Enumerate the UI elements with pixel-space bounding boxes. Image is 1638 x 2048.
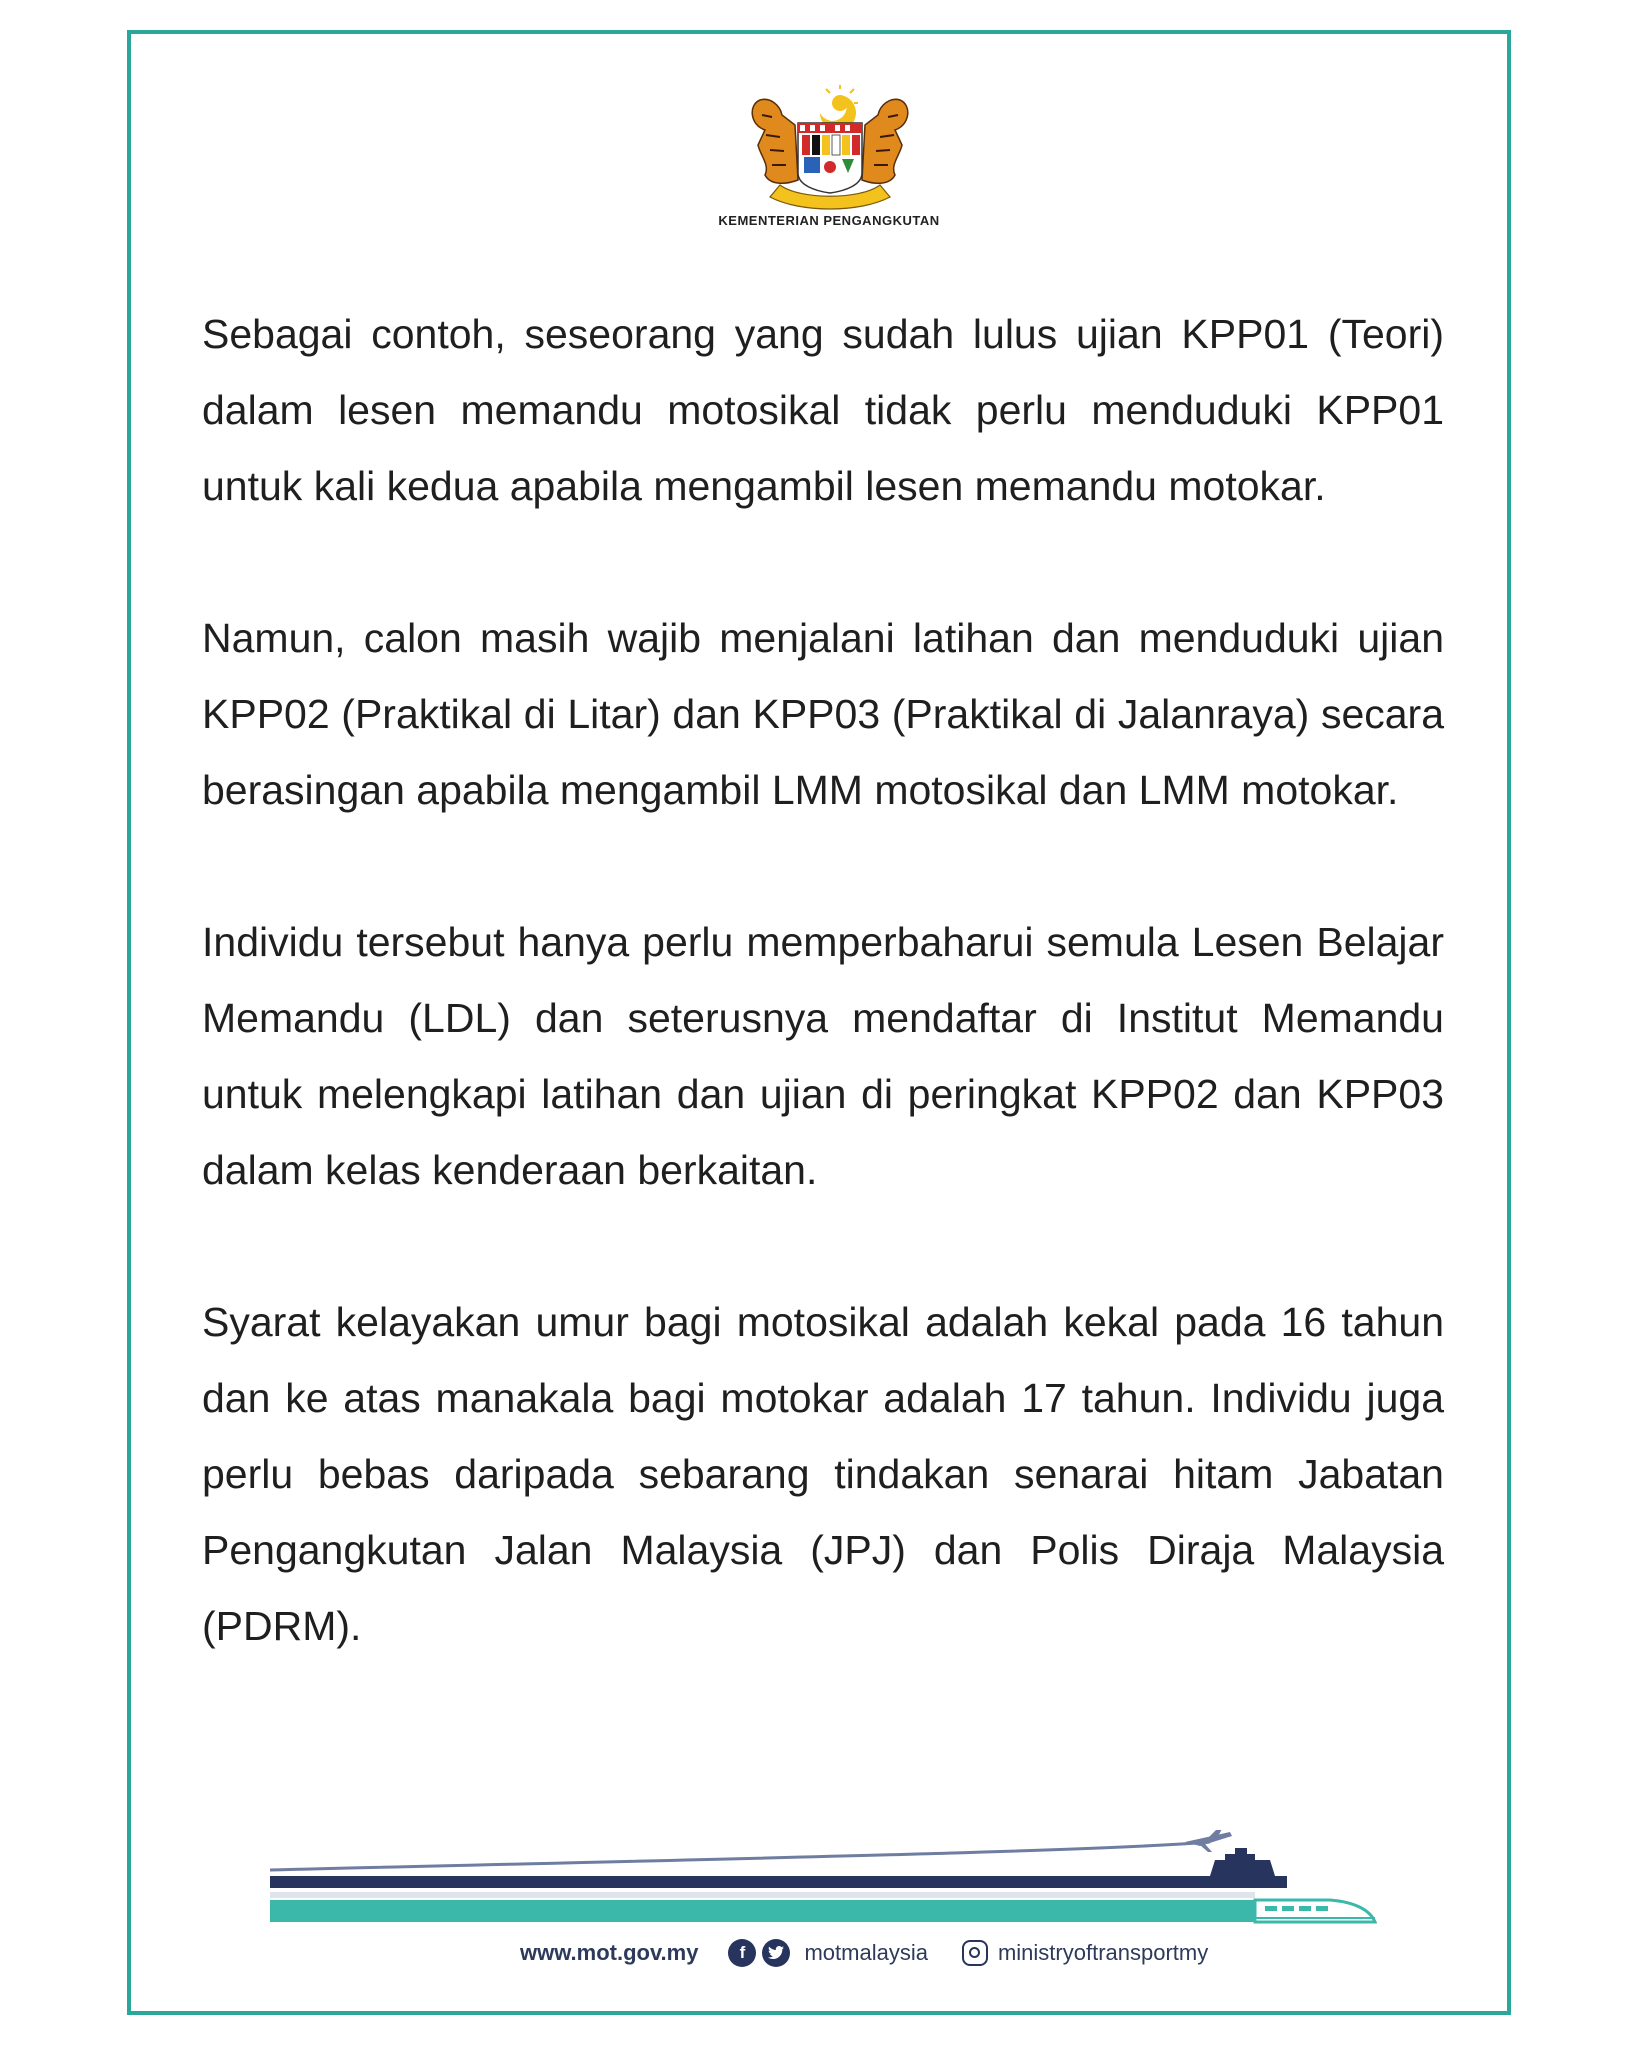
train-icon <box>1255 1900 1375 1922</box>
airplane-icon <box>1185 1830 1232 1852</box>
coat-of-arms-icon <box>740 85 920 215</box>
footer-social-row <box>520 1935 1208 1971</box>
instagram-icon[interactable] <box>962 1940 988 1966</box>
facebook-icon[interactable]: f <box>728 1939 756 1967</box>
announcement-body <box>202 296 1444 1740</box>
paragraph-2: Namun, calon masih wajib menjalani latihan dan menduduki ujian KPP02 (Praktikal di Litar) dan KPP03 (Praktikal di Jalanraya) secara berasingan apabila mengambil LMM motosikal dan LMM motokar. <box>202 615 1444 813</box>
paragraph-4: Syarat kelayakan umur bagi motosikal adalah kekal pada 16 tahun dan ke atas manakala bagi motokar adalah 17 tahun. Individu juga perlu bebas daripada sebarang tindakan senarai hitam Jabatan Pengangkutan Jalan Malaysia (JPJ) dan Polis Diraja Malaysia (PDRM). <box>202 1299 1444 1649</box>
social-handle[interactable]: motmalaysia <box>804 1940 928 1965</box>
website-link[interactable]: www.mot.gov.my <box>520 1940 699 1965</box>
transport-banner-graphic <box>270 1830 1380 1925</box>
instagram-handle[interactable]: ministryoftransportmy <box>997 1940 1209 1965</box>
paragraph-3: Individu tersebut hanya perlu memperbaharui semula Lesen Belajar Memandu (LDL) dan seterusnya mendaftar di Institut Memandu untuk melengkapi latihan dan ujian di peringkat KPP02 dan KPP03 dalam kelas kenderaan berkaitan. <box>202 919 1444 1193</box>
twitter-bird-icon <box>768 1946 784 1960</box>
twitter-icon[interactable] <box>762 1939 790 1967</box>
ministry-name: KEMENTERIAN PENGANGKUTAN <box>718 213 940 228</box>
paragraph-1: Sebagai contoh, seseorang yang sudah lulus ujian KPP01 (Teori) dalam lesen memandu motosikal tidak perlu menduduki KPP01 untuk kali kedua apabila mengambil lesen memandu motokar. <box>202 311 1444 509</box>
